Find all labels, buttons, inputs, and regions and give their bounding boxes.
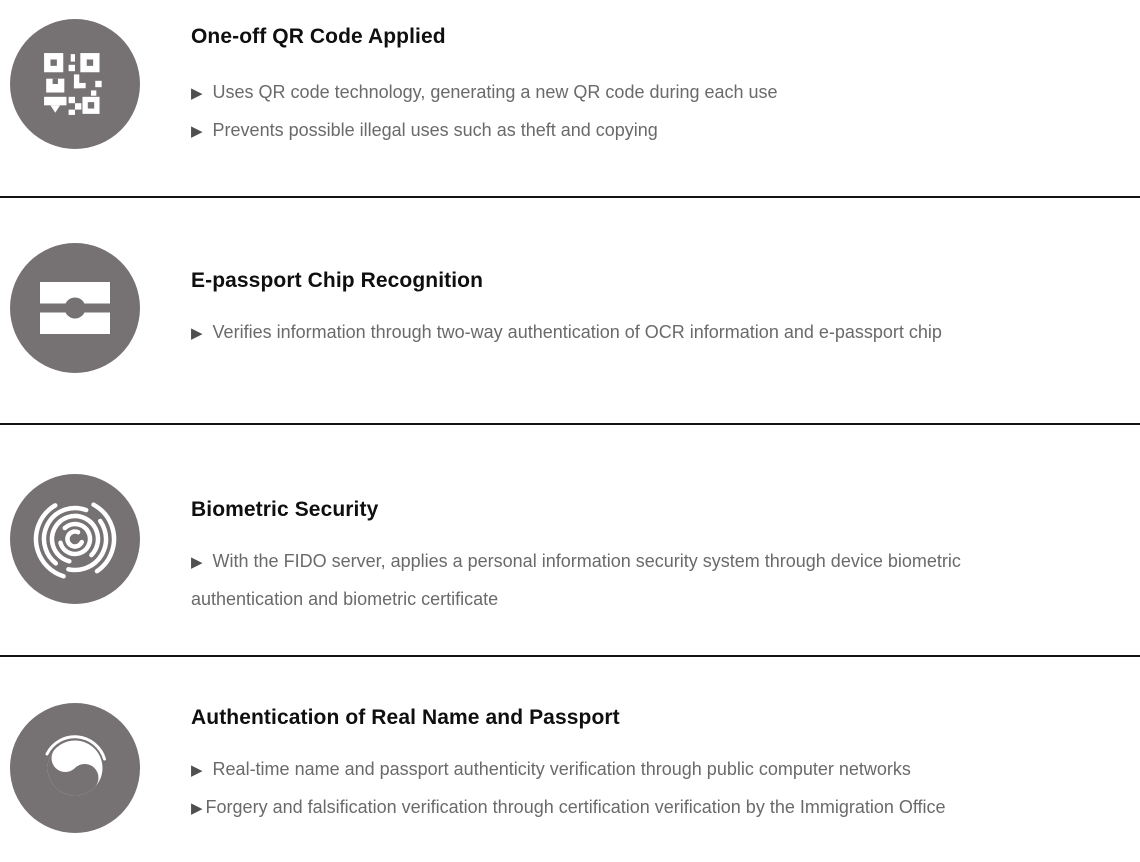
feature-row-biometric — [0, 425, 1140, 657]
bullet-item — [191, 74, 1104, 112]
bullet-list — [191, 314, 1104, 352]
e-passport-chip-glyph — [10, 243, 140, 373]
feature-row-qr-code — [0, 0, 1140, 198]
bullet-item — [191, 751, 1104, 789]
icon-column — [0, 198, 191, 423]
bullet-text: Uses QR code technology, generating a new QR code during each use — [212, 82, 778, 102]
bullet-arrow-icon: ▶ — [191, 800, 203, 817]
icon-column — [0, 657, 191, 862]
icon-column — [0, 425, 191, 655]
bullet-item — [191, 112, 1104, 150]
bullet-arrow-icon: ▶ — [191, 554, 203, 571]
qr-code-glyph — [43, 52, 107, 116]
bullet-list — [191, 751, 1104, 827]
text-column — [191, 425, 1140, 655]
text-column — [191, 657, 1140, 862]
bullet-list — [191, 543, 1104, 617]
icon-column — [0, 0, 191, 196]
bullet-item — [191, 789, 1104, 827]
taegeuk-swirl-glyph — [10, 703, 140, 833]
feature-title: One-off QR Code Applied — [191, 25, 446, 48]
bullet-text: Real-time name and passport authenticity verification through public computer networks — [212, 759, 911, 779]
feature-title: Authentication of Real Name and Passport — [191, 706, 620, 729]
fingerprint-icon — [10, 474, 140, 604]
bullet-item — [191, 543, 1036, 617]
bullet-text: Verifies information through two-way authentication of OCR information and e-passport chip — [212, 322, 942, 342]
feature-title: E-passport Chip Recognition — [191, 269, 484, 292]
qr-code-icon — [10, 19, 140, 149]
bullet-text: Forgery and falsification verification through certification verification by the Immigration Office — [205, 797, 946, 817]
bullet-text: With the FIDO server, applies a personal information security system through device biometric authentication and biometric certificate — [191, 551, 961, 609]
bullet-text: Prevents possible illegal uses such as theft and copying — [212, 120, 658, 140]
feature-row-epassport-chip — [0, 198, 1140, 425]
bullet-list — [191, 74, 1104, 150]
bullet-item — [191, 314, 1104, 352]
bullet-arrow-icon: ▶ — [191, 123, 203, 140]
fingerprint-glyph — [10, 474, 140, 604]
taegeuk-swirl-icon — [10, 703, 140, 833]
bullet-arrow-icon: ▶ — [191, 762, 203, 779]
bullet-arrow-icon: ▶ — [191, 325, 203, 342]
bullet-arrow-icon: ▶ — [191, 85, 203, 102]
feature-title: Biometric Security — [191, 498, 379, 521]
text-column — [191, 198, 1140, 423]
text-column — [191, 0, 1140, 196]
feature-row-real-name-auth — [0, 657, 1140, 862]
e-passport-chip-icon — [10, 243, 140, 373]
